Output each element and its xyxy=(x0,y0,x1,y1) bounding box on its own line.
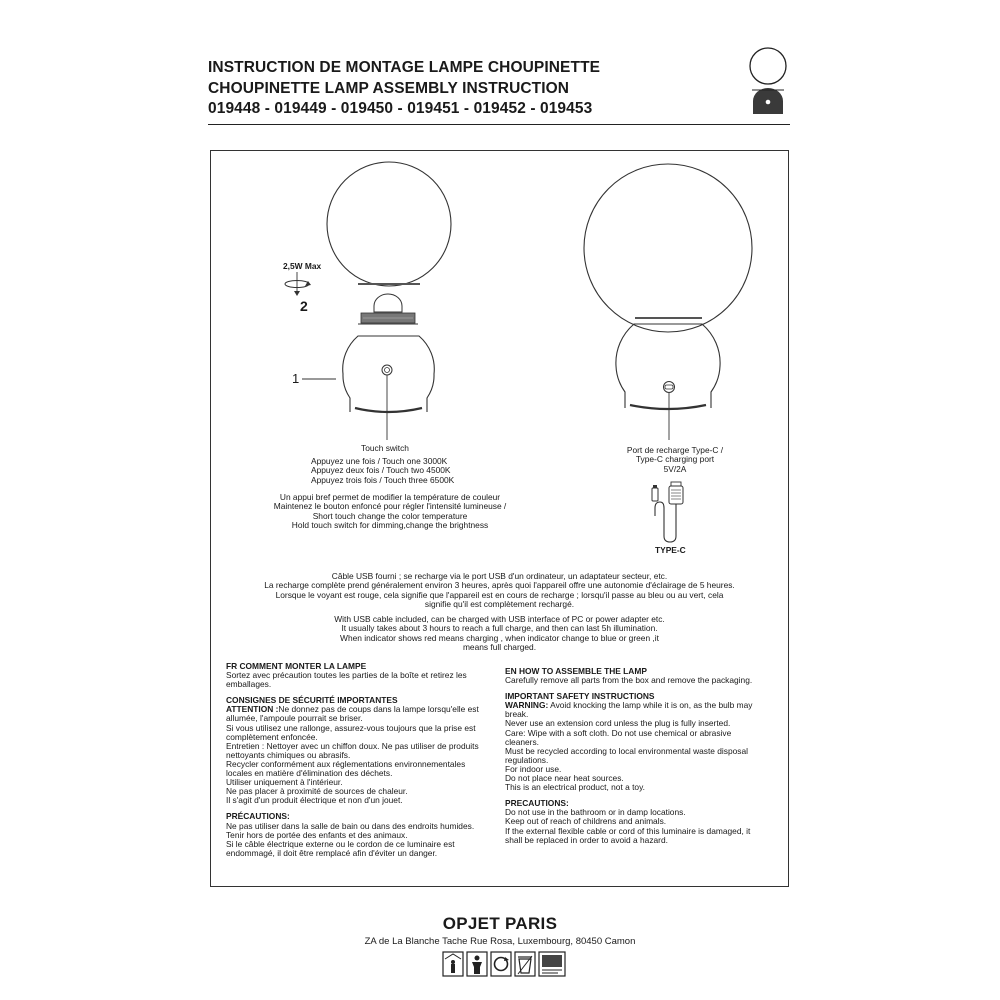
dimming-note: Maintenez le bouton enfoncé pour régler l'intensité lumineuse / xyxy=(273,501,507,512)
en-safety-line: break. xyxy=(505,709,529,720)
dimming-notes xyxy=(240,493,540,531)
en-heading: EN HOW TO ASSEMBLE THE LAMP xyxy=(505,666,647,676)
lamp-assembly-diagram xyxy=(270,160,470,420)
fr-safety-line: locales en matière d'élimination des déchets. xyxy=(226,768,393,779)
assembled-lamp-diagram xyxy=(590,160,750,440)
fr-heading: FR COMMENT MONTER LA LAMPE xyxy=(226,661,367,671)
fr-safety-line: Recycler conformément aux réglementations environnementales xyxy=(226,758,466,769)
fr-intro-line: emballages. xyxy=(226,679,272,690)
charging-port-line: Type-C charging port xyxy=(635,454,715,465)
indoor-use-icon xyxy=(443,952,463,976)
compliance-icons xyxy=(442,951,566,979)
fr-safety-line: nettoyants chimiques ou abrasifs. xyxy=(226,749,351,760)
en-safety-line: Care: Wipe with a soft cloth. Do not use chemical or abrasive xyxy=(505,727,732,738)
fr-precautions-heading: PRÉCAUTIONS: xyxy=(226,811,290,822)
brand-name: OPJET PARIS xyxy=(442,914,558,933)
en-intro-line: Carefully remove all parts from the box and remove the packaging. xyxy=(505,675,753,686)
charging-en-line: It usually takes about 3 hours to reach a full charge, and then can last 5h illumination. xyxy=(341,623,658,634)
en-precautions-heading: PRECAUTIONS: xyxy=(505,798,569,809)
charging-port-line: 5V/2A xyxy=(663,463,687,474)
header-divider xyxy=(208,124,790,125)
fr-attention-text: Ne donnez pas de coups dans la lampe lorsqu'elle est xyxy=(278,704,479,715)
recycling-info-icon xyxy=(539,952,565,976)
charging-fr-line: signifie qu'il est complètement rechargé. xyxy=(424,599,575,610)
fr-safety-line: Il s'agit d'un produit électrique et non d'un jouet. xyxy=(226,795,403,806)
charging-info-en xyxy=(210,615,789,653)
touch-modes xyxy=(311,457,454,485)
fr-precaution-line: endommagé, il doit être remplacé afin d'éviter un danger. xyxy=(226,847,438,858)
touch-switch-label: Touch switch xyxy=(361,443,409,453)
touch-mode-2: Appuyez deux fois / Touch two 4500K xyxy=(311,465,451,476)
fr-intro-line: Sortez avec précaution toutes les parties de la boîte et retirez les xyxy=(226,670,467,681)
fr-precaution-line: Si le câble électrique externe ou le cordon de ce luminaire est xyxy=(226,838,455,849)
en-safety-line: Never use an extension cord unless the plug is fully inserted. xyxy=(505,718,731,729)
en-safety-heading: IMPORTANT SAFETY INSTRUCTIONS xyxy=(505,691,655,702)
company-address: ZA de La Blanche Tache Rue Rosa, Luxembourg, 80450 Camon xyxy=(364,936,636,947)
fr-safety-line: Ne pas placer à proximité de sources de chaleur. xyxy=(226,786,408,797)
title-fr: INSTRUCTION DE MONTAGE LAMPE CHOUPINETTE xyxy=(208,59,601,76)
document-title xyxy=(208,58,600,120)
en-safety-line: Do not place near heat sources. xyxy=(505,773,624,784)
charging-fr-line: Câble USB fourni ; se recharge via le port USB d'un ordinateur, un adaptateur secteur, etc. xyxy=(331,571,668,581)
step-2-label: 2 xyxy=(300,298,308,314)
en-precaution-line: If the external flexible cable or cord of this luminaire is damaged, it xyxy=(505,825,751,836)
lamp-thumbnail-icon xyxy=(748,46,788,118)
step-1-label: 1 xyxy=(292,371,300,386)
en-precaution-line: shall be replaced in order to avoid a hazard. xyxy=(505,834,668,845)
child-warning-icon xyxy=(467,952,487,976)
fr-safety-line: allumée, l'ampoule pourrait se briser. xyxy=(226,713,363,724)
en-precaution-line: Keep out of reach of childrens and animals. xyxy=(505,816,667,827)
en-safety-line: For indoor use. xyxy=(505,763,562,774)
en-safety-line: cleaners. xyxy=(505,736,539,747)
fr-attention-label: ATTENTION : xyxy=(226,704,279,715)
charging-info-fr xyxy=(210,572,789,610)
title-en: CHOUPINETTE LAMP ASSEMBLY INSTRUCTION xyxy=(208,79,570,97)
fr-safety-line: Si vous utilisez une rallonge, assurez-vous toujours que la prise est xyxy=(226,722,476,733)
usb-cable-icon xyxy=(645,478,695,546)
instructions-fr xyxy=(226,662,479,858)
en-warning-text: Avoid knocking the lamp while it is on, as the bulb may xyxy=(548,700,753,711)
touch-mode-1: Appuyez une fois / Touch one 3000K xyxy=(311,456,448,466)
charging-fr-line: La recharge complète prend généralement environ 3 heures, après quoi l'appareil offre une autonomie d'éclairage de 5 heures. xyxy=(264,580,735,591)
recycle-icon xyxy=(491,952,511,976)
reference-numbers: 019448 - 019449 - 019450 - 019451 - 019452 - 019453 xyxy=(208,100,593,117)
bulb-wattage-label: 2,5W Max xyxy=(283,261,322,271)
dimming-note: Un appui bref permet de modifier la température de couleur xyxy=(279,492,501,502)
instructions-en xyxy=(505,667,752,845)
en-safety-line: Must be recycled according to local environmental waste disposal xyxy=(505,745,748,756)
fr-precaution-line: Tenir hors de portée des enfants et des animaux. xyxy=(226,829,408,840)
fr-safety-heading: CONSIGNES DE SÉCURITÉ IMPORTANTES xyxy=(226,695,398,706)
dimming-note: Short touch change the color temperature xyxy=(312,510,468,521)
touch-mode-3: Appuyez trois fois / Touch three 6500K xyxy=(311,474,455,485)
fr-precaution-line: Ne pas utiliser dans la salle de bain ou dans des endroits humides. xyxy=(226,820,475,831)
en-warning-label: WARNING: xyxy=(505,700,549,711)
charging-port-line: Port de recharge Type-C / xyxy=(626,445,724,455)
charging-en-line: means full charged. xyxy=(462,642,537,653)
dimming-note: Hold touch switch for dimming,change the brightness xyxy=(291,520,489,531)
fr-safety-line: Utiliser uniquement à l'intérieur. xyxy=(226,777,343,788)
charging-en-line: With USB cable included, can be charged with USB interface of PC or power adapter etc. xyxy=(334,614,665,624)
fr-safety-line: complètement enfoncée. xyxy=(226,731,318,742)
en-warning-line xyxy=(505,701,752,710)
cable-type-label: TYPE-C xyxy=(655,545,686,555)
recycling-bin-icon xyxy=(515,952,535,976)
fr-safety-line: Entretien : Nettoyer avec un chiffon doux. Ne pas utiliser de produits xyxy=(226,740,479,751)
charging-en-line: When indicator shows red means charging , when indicator change to blue or green ,it xyxy=(340,632,659,643)
en-safety-line: This is an electrical product, not a toy. xyxy=(505,782,645,793)
charging-fr-line: Lorsque le voyant est rouge, cela signifie que l'appareil est en cours de recharge ; lorsqu'il passe au bleu ou au vert, cela xyxy=(275,589,724,600)
en-precaution-line: Do not use in the bathroom or in damp locations. xyxy=(505,807,686,818)
charging-port-label xyxy=(600,446,750,474)
en-safety-line: regulations. xyxy=(505,754,549,765)
